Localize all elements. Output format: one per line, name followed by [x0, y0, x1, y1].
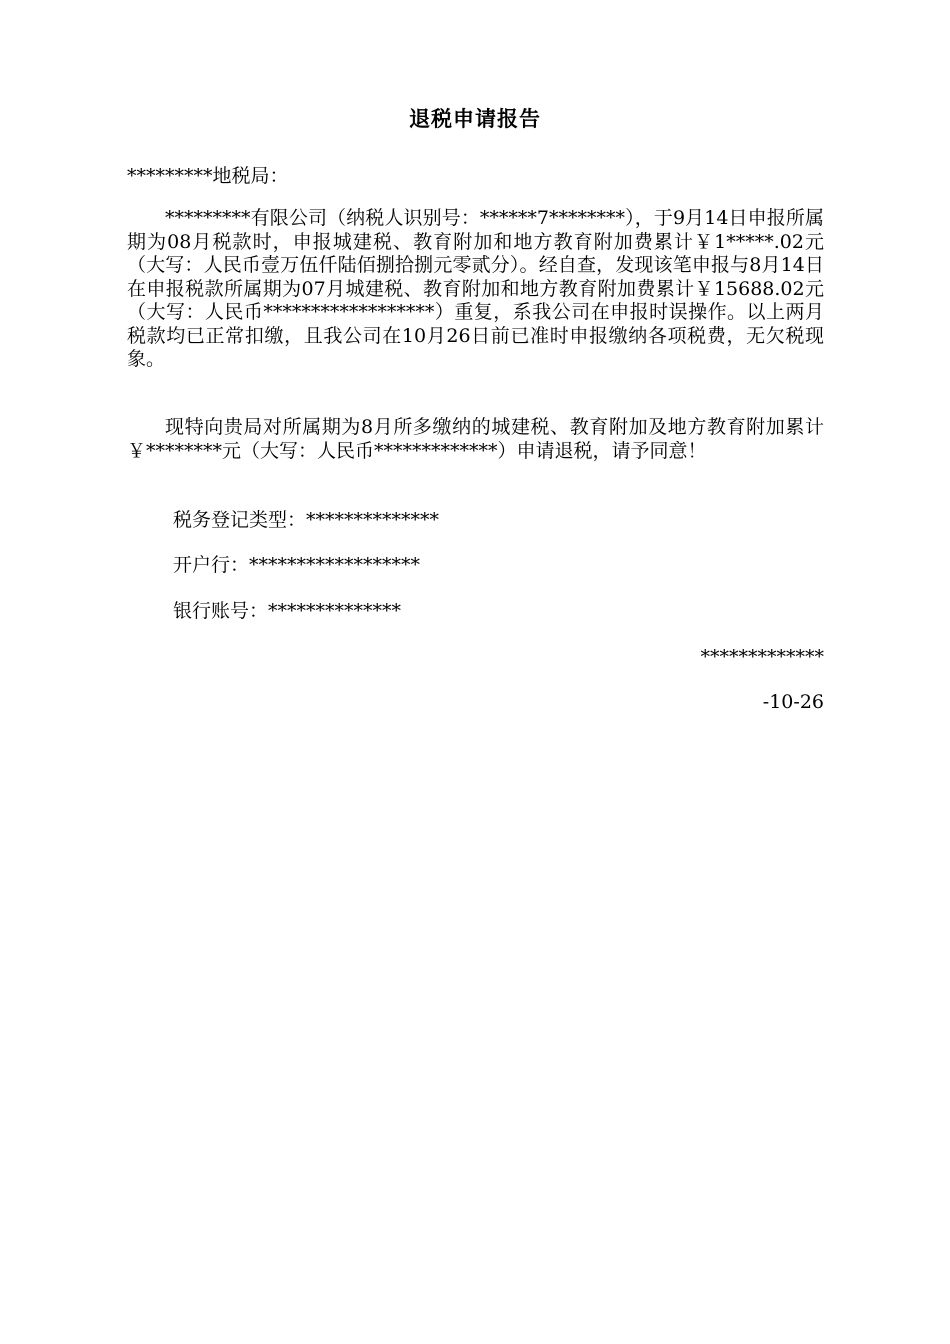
signature-name: ************* — [700, 646, 824, 668]
body-paragraph-1: *********有限公司（纳税人识别号：******7********），于9月14日申报所属期为08月税款时，申报城建税、教育附加和地方教育附加费累计￥1*****.02元（大写：人民币壹万伍仟陆佰捌拾捌元零贰分）。经自查，发现该笔申报与8月14日在申报税款所属期为07月城建税、教育附加和地方教育附加费累计￥15688.02元（大写：人民币******************）重复，系我公司在申报时误操作。以上两月税款均已正常扣缴，且我公司在10月26日前已准时申报缴纳各项税费，无欠税现象。 — [127, 207, 824, 370]
body-paragraph-2: 现特向贵局对所属期为8月所多缴纳的城建税、教育附加及地方教育附加累计￥********元（大写：人民币*************）申请退税，请予同意！ — [127, 416, 824, 462]
document-title: 退税申请报告 — [409, 107, 541, 131]
bank-account-number: 银行账号：************** — [173, 600, 402, 622]
tax-registration-type: 税务登记类型：************** — [173, 509, 440, 531]
signature-date: -10-26 — [762, 691, 824, 713]
salutation: *********地税局： — [127, 165, 289, 187]
bank-name: 开户行：****************** — [173, 554, 421, 576]
